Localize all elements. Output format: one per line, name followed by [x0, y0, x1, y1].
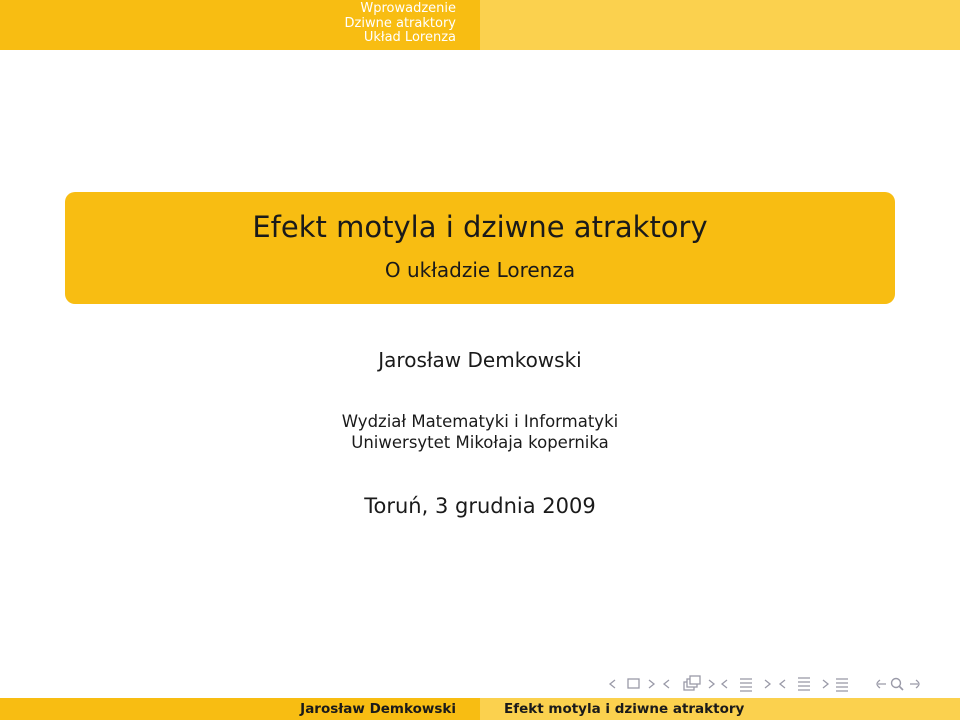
- nav-item-wprowadzenie[interactable]: Wprowadzenie: [360, 1, 456, 16]
- header-right-panel: [480, 0, 960, 50]
- institution-line-1: Wydział Matematyki i Informatyki: [341, 412, 619, 431]
- footer-left-panel: [0, 698, 480, 720]
- presentation-date: Toruń, 3 grudnia 2009: [364, 494, 596, 518]
- frame-nav-icon[interactable]: [660, 673, 718, 695]
- navigation-symbols: [604, 673, 928, 695]
- header-left-panel: [0, 0, 480, 50]
- header-bar: [0, 0, 960, 50]
- institution-line-2: Uniwersytet Mikołaja kopernika: [351, 433, 609, 452]
- footer-title: Efekt motyla i dziwne atraktory: [504, 701, 745, 717]
- slide-nav-icon[interactable]: [604, 673, 660, 695]
- nav-item-dziwne-atraktory[interactable]: Dziwne atraktory: [344, 15, 456, 31]
- doc-nav-icon[interactable]: [834, 673, 874, 695]
- search-icon[interactable]: [874, 673, 928, 695]
- author-name: Jarosław Demkowski: [378, 348, 582, 372]
- nav-item-uklad-lorenza[interactable]: Układ Lorenza: [363, 30, 456, 45]
- title-block: [65, 192, 895, 304]
- subsection-nav-icon[interactable]: [718, 673, 776, 695]
- presentation-title: Efekt motyla i dziwne atraktory: [252, 210, 708, 244]
- footer-right-panel: [480, 698, 960, 720]
- section-nav-icon[interactable]: [776, 673, 834, 695]
- footer-bar: [0, 698, 960, 720]
- footer-author: Jarosław Demkowski: [300, 701, 456, 717]
- section-navigation: [345, 2, 456, 46]
- presentation-subtitle: O układzie Lorenza: [384, 258, 576, 282]
